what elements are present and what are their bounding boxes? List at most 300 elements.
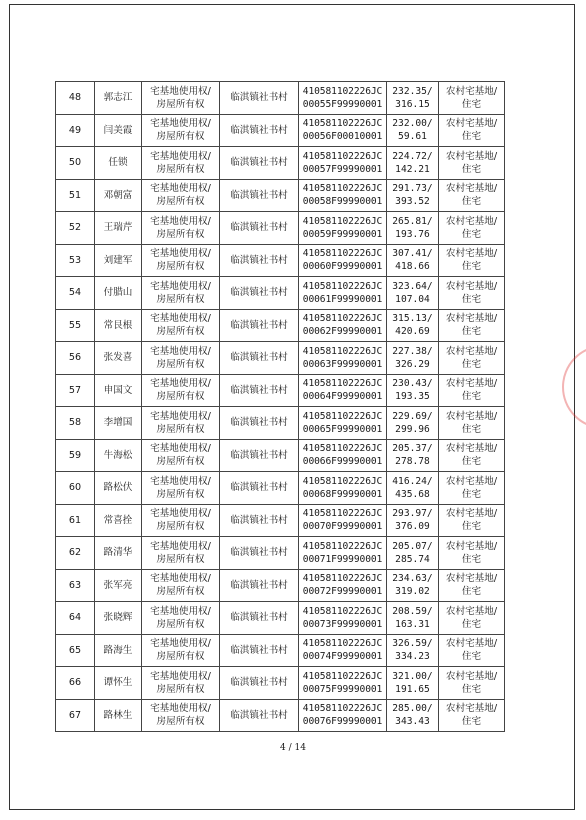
cell-location-text: 临淇镇社书村: [230, 579, 288, 591]
cell-area: [387, 407, 439, 440]
cell-location-text: 临淇镇社书村: [230, 352, 288, 364]
cell-usage-text: 农村宅基地/: [445, 150, 498, 162]
cell-owner-name: [95, 569, 142, 602]
cell-number-text: 54: [68, 287, 82, 299]
cell-owner-name-text: 路清华: [103, 547, 133, 559]
table-row: [56, 374, 505, 407]
cell-owner-name: [95, 342, 142, 375]
cell-usage: [439, 212, 505, 245]
cell-right-type: [142, 342, 220, 375]
cell-number-text: 49: [68, 124, 82, 136]
cell-location: [220, 212, 299, 245]
cell-number: [56, 179, 95, 212]
cell-right-type-text: 房屋所有权: [156, 456, 205, 468]
cell-area-text: 278.78: [395, 456, 430, 468]
cell-right-type-text: 宅基地使用权/: [150, 183, 211, 195]
cell-right-type: [142, 147, 220, 180]
cell-area: [387, 212, 439, 245]
cell-number: [56, 699, 95, 732]
cell-usage-text: 农村宅基地/: [445, 703, 498, 715]
cell-usage-text: 农村宅基地/: [445, 410, 498, 422]
cell-right-type-text: 房屋所有权: [156, 391, 205, 403]
cell-usage-text: 农村宅基地/: [445, 638, 498, 650]
cell-number: [56, 244, 95, 277]
cell-location-text: 临淇镇社书村: [230, 384, 288, 396]
cell-right-type-text: 房屋所有权: [156, 358, 205, 370]
cell-area-text: 416.24/: [392, 475, 433, 487]
cell-usage: [439, 699, 505, 732]
cell-usage-text: 住宅: [461, 683, 482, 695]
cell-usage: [439, 82, 505, 115]
cell-usage-text: 农村宅基地/: [445, 670, 498, 682]
cell-unit-code-text: 00075F99990001: [302, 683, 383, 695]
cell-unit-code: [299, 602, 387, 635]
cell-usage-text: 住宅: [461, 456, 482, 468]
cell-unit-code: [299, 114, 387, 147]
cell-area-text: 107.04: [395, 293, 430, 305]
cell-owner-name: [95, 504, 142, 537]
cell-number: [56, 537, 95, 570]
cell-number: [56, 82, 95, 115]
cell-owner-name: [95, 309, 142, 342]
cell-right-type: [142, 602, 220, 635]
cell-number: [56, 667, 95, 700]
cell-number-text: 63: [68, 579, 82, 591]
cell-number-text: 64: [68, 612, 82, 624]
table-row: [56, 179, 505, 212]
cell-location: [220, 309, 299, 342]
cell-area: [387, 569, 439, 602]
cell-unit-code: [299, 342, 387, 375]
cell-owner-name-text: 邓朝富: [103, 189, 133, 201]
cell-right-type: [142, 212, 220, 245]
cell-unit-code-text: 00056F00010001: [302, 131, 383, 143]
table-row: [56, 699, 505, 732]
cell-usage: [439, 439, 505, 472]
cell-unit-code: [299, 667, 387, 700]
cell-owner-name: [95, 634, 142, 667]
cell-unit-code-text: 410581102226JC: [302, 605, 383, 617]
cell-area-text: 319.02: [395, 586, 430, 598]
cell-location: [220, 569, 299, 602]
cell-owner-name-text: 路松伏: [103, 482, 133, 494]
table-row: [56, 114, 505, 147]
cell-usage-text: 住宅: [461, 358, 482, 370]
cell-right-type-text: 房屋所有权: [156, 131, 205, 143]
cell-area-text: 435.68: [395, 488, 430, 500]
table-row: [56, 147, 505, 180]
cell-area-text: 307.41/: [392, 248, 433, 260]
cell-usage: [439, 244, 505, 277]
red-seal-stamp: [562, 345, 586, 435]
cell-owner-name: [95, 82, 142, 115]
cell-unit-code: [299, 504, 387, 537]
table-row: [56, 342, 505, 375]
cell-area-text: 299.96: [395, 423, 430, 435]
cell-usage-text: 农村宅基地/: [445, 85, 498, 97]
cell-number-text: 62: [68, 547, 82, 559]
cell-right-type-text: 宅基地使用权/: [150, 703, 211, 715]
cell-right-type-text: 房屋所有权: [156, 228, 205, 240]
cell-area-text: 326.29: [395, 358, 430, 370]
cell-unit-code: [299, 439, 387, 472]
cell-usage: [439, 569, 505, 602]
table-row: [56, 82, 505, 115]
table-row: [56, 309, 505, 342]
cell-area-text: 191.65: [395, 683, 430, 695]
cell-unit-code-text: 410581102226JC: [302, 540, 383, 552]
cell-usage: [439, 537, 505, 570]
table-row: [56, 537, 505, 570]
cell-location: [220, 602, 299, 635]
cell-usage-text: 住宅: [461, 98, 482, 110]
cell-owner-name-text: 郭志江: [103, 92, 133, 104]
cell-area-text: 285.00/: [392, 703, 433, 715]
page-number: 4 / 14: [280, 743, 306, 753]
cell-unit-code-text: 00064F99990001: [302, 391, 383, 403]
cell-area-text: 230.43/: [392, 378, 433, 390]
cell-location: [220, 114, 299, 147]
table-row: [56, 277, 505, 310]
cell-right-type-text: 宅基地使用权/: [150, 150, 211, 162]
cell-unit-code-text: 00058F99990001: [302, 196, 383, 208]
cell-owner-name: [95, 277, 142, 310]
cell-area-text: 205.37/: [392, 443, 433, 455]
cell-area-text: 232.00/: [392, 118, 433, 130]
cell-area-text: 229.69/: [392, 410, 433, 422]
cell-number: [56, 472, 95, 505]
cell-owner-name: [95, 114, 142, 147]
cell-number: [56, 114, 95, 147]
cell-area: [387, 699, 439, 732]
cell-right-type-text: 房屋所有权: [156, 716, 205, 728]
cell-area-text: 334.23: [395, 651, 430, 663]
cell-location-text: 临淇镇社书村: [230, 709, 288, 721]
cell-right-type-text: 房屋所有权: [156, 651, 205, 663]
cell-right-type: [142, 82, 220, 115]
cell-unit-code-text: 410581102226JC: [302, 573, 383, 585]
cell-area-text: 59.61: [398, 131, 427, 143]
cell-usage-text: 农村宅基地/: [445, 540, 498, 552]
cell-area-text: 142.21: [395, 163, 430, 175]
cell-owner-name: [95, 537, 142, 570]
cell-location: [220, 374, 299, 407]
cell-number: [56, 212, 95, 245]
cell-number: [56, 277, 95, 310]
cell-usage: [439, 309, 505, 342]
cell-right-type-text: 宅基地使用权/: [150, 605, 211, 617]
cell-usage-text: 农村宅基地/: [445, 508, 498, 520]
cell-location: [220, 667, 299, 700]
cell-number-text: 53: [68, 254, 82, 266]
cell-location-text: 临淇镇社书村: [230, 514, 288, 526]
cell-right-type-text: 宅基地使用权/: [150, 378, 211, 390]
cell-area-text: 418.66: [395, 261, 430, 273]
cell-unit-code-text: 00072F99990001: [302, 586, 383, 598]
cell-right-type-text: 宅基地使用权/: [150, 540, 211, 552]
cell-owner-name-text: 张军亮: [103, 579, 133, 591]
cell-usage-text: 住宅: [461, 196, 482, 208]
cell-unit-code: [299, 147, 387, 180]
cell-area: [387, 147, 439, 180]
cell-number: [56, 439, 95, 472]
cell-location: [220, 277, 299, 310]
cell-unit-code: [299, 407, 387, 440]
cell-right-type-text: 房屋所有权: [156, 196, 205, 208]
cell-right-type: [142, 537, 220, 570]
cell-usage-text: 住宅: [461, 163, 482, 175]
cell-usage-text: 住宅: [461, 488, 482, 500]
cell-location-text: 临淇镇社书村: [230, 547, 288, 559]
cell-area: [387, 114, 439, 147]
cell-area-text: 224.72/: [392, 150, 433, 162]
cell-owner-name-text: 闫美霞: [103, 124, 133, 136]
cell-unit-code: [299, 82, 387, 115]
cell-unit-code: [299, 179, 387, 212]
cell-unit-code-text: 00059F99990001: [302, 228, 383, 240]
cell-number-text: 65: [68, 644, 82, 656]
cell-right-type-text: 房屋所有权: [156, 163, 205, 175]
cell-area-text: 420.69: [395, 326, 430, 338]
cell-area-text: 265.81/: [392, 215, 433, 227]
cell-right-type-text: 房屋所有权: [156, 98, 205, 110]
cell-area-text: 293.97/: [392, 508, 433, 520]
cell-right-type-text: 房屋所有权: [156, 553, 205, 565]
cell-unit-code-text: 410581102226JC: [302, 248, 383, 260]
cell-usage-text: 农村宅基地/: [445, 573, 498, 585]
cell-right-type-text: 宅基地使用权/: [150, 345, 211, 357]
cell-unit-code-text: 00060F99990001: [302, 261, 383, 273]
cell-area-text: 291.73/: [392, 183, 433, 195]
cell-usage-text: 住宅: [461, 586, 482, 598]
cell-unit-code-text: 410581102226JC: [302, 508, 383, 520]
cell-usage-text: 农村宅基地/: [445, 280, 498, 292]
cell-usage-text: 住宅: [461, 391, 482, 403]
cell-unit-code-text: 00068F99990001: [302, 488, 383, 500]
cell-location: [220, 537, 299, 570]
cell-location-text: 临淇镇社书村: [230, 189, 288, 201]
cell-area-text: 193.76: [395, 228, 430, 240]
cell-location-text: 临淇镇社书村: [230, 482, 288, 494]
table-row: [56, 439, 505, 472]
cell-number-text: 67: [68, 709, 82, 721]
cell-area: [387, 374, 439, 407]
cell-right-type: [142, 699, 220, 732]
cell-owner-name-text: 谭怀生: [103, 677, 133, 689]
cell-right-type-text: 宅基地使用权/: [150, 248, 211, 260]
cell-unit-code-text: 00074F99990001: [302, 651, 383, 663]
cell-unit-code-text: 410581102226JC: [302, 410, 383, 422]
cell-usage-text: 住宅: [461, 618, 482, 630]
cell-unit-code-text: 410581102226JC: [302, 85, 383, 97]
cell-location: [220, 634, 299, 667]
table-row: [56, 667, 505, 700]
cell-owner-name-text: 常艮根: [103, 319, 133, 331]
cell-usage-text: 住宅: [461, 228, 482, 240]
cell-location: [220, 244, 299, 277]
cell-owner-name-text: 路海生: [103, 644, 133, 656]
cell-number-text: 52: [68, 222, 82, 234]
cell-usage-text: 农村宅基地/: [445, 475, 498, 487]
cell-area-text: 315.13/: [392, 313, 433, 325]
cell-usage-text: 农村宅基地/: [445, 183, 498, 195]
cell-number-text: 51: [68, 189, 82, 201]
cell-unit-code-text: 00066F99990001: [302, 456, 383, 468]
cell-usage: [439, 602, 505, 635]
cell-area-text: 234.63/: [392, 573, 433, 585]
cell-area-text: 326.59/: [392, 638, 433, 650]
cell-owner-name-text: 张发喜: [103, 352, 133, 364]
cell-area-text: 205.07/: [392, 540, 433, 552]
cell-usage-text: 农村宅基地/: [445, 345, 498, 357]
table-row: [56, 212, 505, 245]
cell-unit-code-text: 410581102226JC: [302, 118, 383, 130]
cell-usage: [439, 472, 505, 505]
cell-location: [220, 407, 299, 440]
cell-location-text: 临淇镇社书村: [230, 449, 288, 461]
cell-area: [387, 602, 439, 635]
cell-area-text: 376.09: [395, 521, 430, 533]
cell-right-type: [142, 439, 220, 472]
table-row: [56, 244, 505, 277]
cell-owner-name-text: 申国文: [103, 384, 133, 396]
cell-location: [220, 504, 299, 537]
cell-owner-name-text: 李增国: [103, 417, 133, 429]
table-row: [56, 634, 505, 667]
cell-number-text: 66: [68, 677, 82, 689]
cell-unit-code: [299, 309, 387, 342]
cell-right-type-text: 房屋所有权: [156, 586, 205, 598]
cell-usage-text: 住宅: [461, 651, 482, 663]
cell-number: [56, 309, 95, 342]
cell-area: [387, 82, 439, 115]
table-row: [56, 504, 505, 537]
cell-right-type-text: 房屋所有权: [156, 618, 205, 630]
cell-area: [387, 439, 439, 472]
cell-right-type: [142, 114, 220, 147]
cell-number: [56, 634, 95, 667]
cell-owner-name: [95, 407, 142, 440]
cell-area: [387, 667, 439, 700]
cell-location-text: 临淇镇社书村: [230, 92, 288, 104]
cell-area: [387, 504, 439, 537]
cell-right-type: [142, 407, 220, 440]
cell-right-type-text: 宅基地使用权/: [150, 313, 211, 325]
cell-owner-name-text: 常喜拴: [103, 514, 133, 526]
cell-usage: [439, 504, 505, 537]
cell-area: [387, 634, 439, 667]
cell-owner-name: [95, 179, 142, 212]
cell-owner-name: [95, 212, 142, 245]
cell-unit-code-text: 00076F99990001: [302, 716, 383, 728]
cell-right-type-text: 宅基地使用权/: [150, 118, 211, 130]
cell-unit-code-text: 00073F99990001: [302, 618, 383, 630]
cell-unit-code-text: 00063F99990001: [302, 358, 383, 370]
cell-location-text: 临淇镇社书村: [230, 612, 288, 624]
cell-area-text: 163.31: [395, 618, 430, 630]
cell-usage: [439, 147, 505, 180]
cell-right-type: [142, 179, 220, 212]
cell-area-text: 208.59/: [392, 605, 433, 617]
cell-unit-code-text: 410581102226JC: [302, 670, 383, 682]
cell-unit-code-text: 410581102226JC: [302, 345, 383, 357]
cell-number-text: 50: [68, 157, 82, 169]
cell-unit-code-text: 00065F99990001: [302, 423, 383, 435]
cell-unit-code-text: 00055F99990001: [302, 98, 383, 110]
table-row: [56, 602, 505, 635]
cell-unit-code-text: 00070F99990001: [302, 521, 383, 533]
cell-usage-text: 住宅: [461, 293, 482, 305]
cell-owner-name: [95, 667, 142, 700]
cell-unit-code: [299, 699, 387, 732]
cell-right-type-text: 宅基地使用权/: [150, 508, 211, 520]
cell-usage: [439, 374, 505, 407]
cell-usage-text: 住宅: [461, 553, 482, 565]
cell-location: [220, 699, 299, 732]
cell-usage: [439, 634, 505, 667]
cell-right-type: [142, 634, 220, 667]
cell-right-type-text: 宅基地使用权/: [150, 638, 211, 650]
cell-right-type-text: 房屋所有权: [156, 261, 205, 273]
cell-unit-code: [299, 277, 387, 310]
cell-unit-code: [299, 244, 387, 277]
cell-unit-code: [299, 374, 387, 407]
cell-right-type-text: 房屋所有权: [156, 683, 205, 695]
cell-area: [387, 342, 439, 375]
cell-area: [387, 277, 439, 310]
cell-right-type-text: 宅基地使用权/: [150, 670, 211, 682]
cell-right-type: [142, 374, 220, 407]
cell-right-type-text: 房屋所有权: [156, 293, 205, 305]
cell-location-text: 临淇镇社书村: [230, 222, 288, 234]
table-row: [56, 472, 505, 505]
cell-right-type-text: 宅基地使用权/: [150, 280, 211, 292]
table-row: [56, 569, 505, 602]
cell-usage-text: 农村宅基地/: [445, 248, 498, 260]
cell-area: [387, 179, 439, 212]
cell-unit-code-text: 410581102226JC: [302, 280, 383, 292]
cell-unit-code-text: 410581102226JC: [302, 638, 383, 650]
cell-owner-name-text: 路林生: [103, 709, 133, 721]
cell-owner-name: [95, 147, 142, 180]
cell-usage-text: 住宅: [461, 423, 482, 435]
cell-location-text: 临淇镇社书村: [230, 124, 288, 136]
cell-number: [56, 504, 95, 537]
cell-right-type: [142, 309, 220, 342]
cell-unit-code-text: 410581102226JC: [302, 183, 383, 195]
cell-location: [220, 179, 299, 212]
cell-usage: [439, 407, 505, 440]
cell-number-text: 48: [68, 92, 82, 104]
cell-unit-code-text: 410581102226JC: [302, 215, 383, 227]
cell-area-text: 316.15: [395, 98, 430, 110]
cell-area-text: 227.38/: [392, 345, 433, 357]
cell-unit-code: [299, 472, 387, 505]
cell-unit-code: [299, 537, 387, 570]
cell-location-text: 临淇镇社书村: [230, 417, 288, 429]
cell-usage: [439, 114, 505, 147]
cell-area: [387, 244, 439, 277]
cell-right-type-text: 房屋所有权: [156, 488, 205, 500]
cell-usage-text: 农村宅基地/: [445, 605, 498, 617]
cell-number: [56, 602, 95, 635]
cell-number-text: 59: [68, 449, 82, 461]
cell-number: [56, 374, 95, 407]
cell-location-text: 临淇镇社书村: [230, 254, 288, 266]
cell-owner-name-text: 任锁: [108, 157, 128, 169]
cell-number-text: 60: [68, 482, 82, 494]
cell-usage-text: 住宅: [461, 261, 482, 273]
